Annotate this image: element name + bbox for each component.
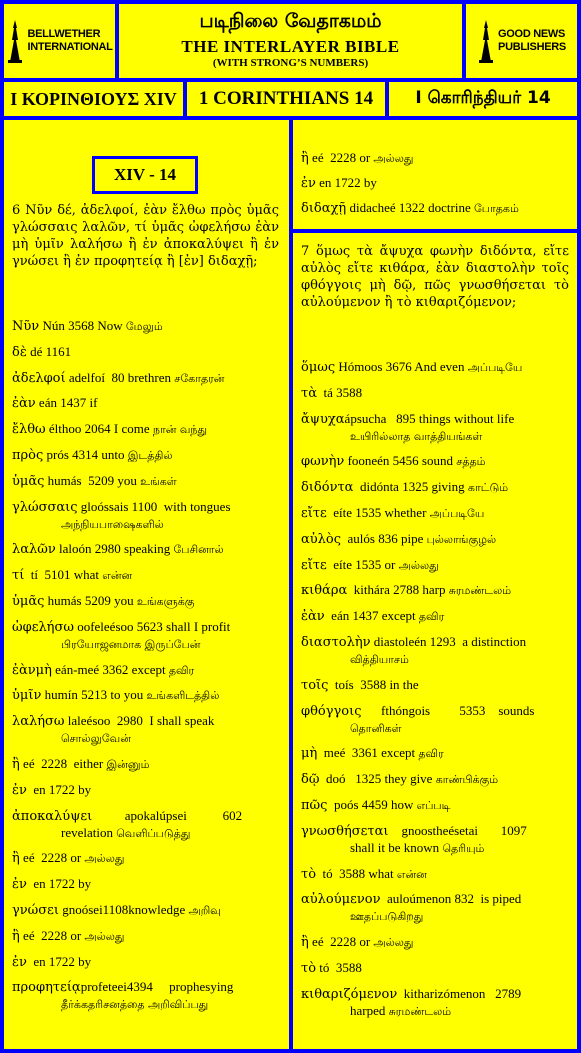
transliteration-gloss: auloúmenon 832 is piped [380,891,522,907]
greek-word: δὲ [12,344,27,360]
greek-word: τὰ [301,385,317,401]
word-entry [12,447,279,464]
word-entry [301,557,569,574]
transliteration-gloss: apokalúpsei 602 [92,807,243,823]
right-column [293,233,577,1049]
word-entry-line [12,541,279,558]
transliteration-gloss: en 1722 by [315,175,377,190]
greek-word: προφητείᾳ [12,980,81,996]
word-entry [12,954,279,971]
word-entry-line [301,608,569,625]
greek-word: δῷ [301,772,320,788]
tamil-gloss: அல்லது [84,852,125,866]
word-entry-line [12,567,279,584]
greek-word: εἴτε [301,557,327,573]
greek-word: ἢ [301,935,309,951]
word-entry-line [12,318,279,335]
bellwether-line1: BELLWETHER [27,28,101,40]
transliteration-gloss: eíte 1535 whether [326,505,427,520]
greek-word: ὑμῖν [12,688,42,704]
greek-word: ὑμᾶς [12,594,45,609]
good-news-line1: GOOD NEWS [498,28,566,40]
greek-word: ὑμᾶς [12,473,45,489]
word-entry-line [12,662,279,679]
word-entry-line [12,928,279,945]
good-news-logo [466,4,577,78]
greek-word: ἐὰν [301,609,325,625]
transliteration-gloss: toís 3588 in the [328,676,419,692]
word-entry-continuation [301,428,569,445]
word-entry-line [12,954,279,971]
tamil-gloss: அல்லது [398,558,439,572]
verse-7-text: 7 ὅμως τὰ ἄψυχα φωνὴν διδόντα, εἴτε αὐλὸς εἴτε κιθάρα, ἐὰν διαστολὴν τοῖς φθόγγοις μὴ δῷ, πῶς γνωσθήσεται τὸ αὐλούμενον ἢ τὸ κιθαριζόμενον; [301,244,569,310]
word-entry-line [301,385,569,402]
word-entry-line [301,634,569,651]
greek-word: γλώσσαις [12,499,78,515]
transliteration-gloss: poós 4459 how [327,797,414,812]
word-entry [301,175,569,192]
tamil-gloss: அறிவு [188,904,221,917]
word-entry-line [301,479,569,496]
transliteration-gloss: eé 2228 either [19,756,104,771]
word-entry-line [301,797,569,814]
word-entry [12,593,279,610]
greek-word: ὅμως [301,360,336,375]
tamil-gloss: சுரமண்டலம் [388,1004,452,1018]
word-entry-continuation [301,908,569,925]
transliteration-gloss: fthóngois 5353 sounds [361,702,535,718]
transliteration-gloss: didacheé 1322 doctrine [346,200,471,215]
tamil-gloss: உங்களிடத்தில் [146,689,220,703]
word-entry-line [12,370,279,387]
word-entry-continuation [12,825,279,842]
transliteration-gloss: tí 5101 what [24,567,100,583]
tamil-gloss: சுரமண்டலம் [448,584,512,598]
english-gloss: revelation [61,824,113,840]
word-entry-line [12,344,279,361]
transliteration-gloss: Nún 3568 Now [39,318,123,333]
word-entry [301,200,569,217]
tamil-gloss: தவிர [418,747,444,761]
word-entry-line [12,447,279,464]
word-entry [301,479,569,496]
english-gloss: shall it be known [350,839,440,855]
word-entry [301,986,569,1020]
word-entry [12,567,279,584]
greek-word: ἐν [12,877,27,893]
word-entry-line [12,850,279,867]
left-column [4,120,289,1049]
tamil-gloss: மேலும் [125,320,163,333]
greek-word: φωνὴν [301,454,345,470]
word-entry-line [301,677,569,694]
transliteration-gloss: tó 3588 [316,960,362,975]
transliteration-gloss: diastoleén 1293 a distinction [370,634,527,649]
greek-word: αὐλὸς [301,531,342,547]
tamil-gloss: வெளிப்படுத்து [116,826,191,840]
greek-word: λαλήσω [12,714,65,730]
greek-word: πρὸς [12,448,44,463]
word-entry-line [12,687,279,704]
greek-word: εἴτε [301,506,327,521]
word-entry [301,634,569,668]
word-entry [301,677,569,694]
tamil-gloss: அந்நியபாஷைகளில் [61,517,164,531]
word-entry [301,608,569,625]
greek-word: τί [12,568,25,584]
greek-word: ἀποκαλύψει [12,808,93,824]
word-entry [12,782,279,799]
word-entry [12,370,279,387]
word-entry-line [12,619,279,636]
transliteration-gloss: humás 5209 you [44,472,137,488]
greek-word: διδαχῇ [301,201,347,216]
word-entry-line [12,499,279,516]
tamil-gloss: எப்படி [416,799,451,812]
word-entry-continuation [12,636,279,653]
greek-word: ἄψυχα [301,411,345,427]
greek-word: γνώσει [12,903,59,918]
word-entry-line [301,453,569,470]
word-entry [12,619,279,653]
word-entry [301,531,569,548]
word-entry [301,823,569,857]
transliteration-gloss: eán 1437 if [35,395,98,411]
transliteration-gloss: gloóssais 1100 with tongues [77,498,231,514]
greek-word: ἐν [12,782,27,798]
word-entry-continuation [12,996,279,1013]
transliteration-gloss: tó 3588 what [316,865,394,881]
word-entry [12,473,279,490]
word-entry-continuation [301,651,569,668]
tamil-gloss: இன்னும் [106,758,150,771]
right-top-panel [293,120,577,229]
transliteration-gloss: en 1722 by [26,953,92,969]
transliteration-gloss: Hómoos 3676 And even [335,359,465,374]
word-entry [12,421,279,438]
transliteration-gloss: en 1722 by [26,781,92,797]
greek-word: ἢ [12,757,20,772]
transliteration-gloss: laleésoo 2980 I shall speak [64,713,215,729]
word-entry [301,891,569,925]
word-entry-line [12,713,279,730]
tamil-gloss: இடத்தில் [127,449,173,462]
greek-word: πῶς [301,798,328,813]
word-entry-line [301,703,569,720]
greek-word: γνωσθήσεται [301,823,389,839]
transliteration-gloss: élthoo 2064 I come [45,421,150,437]
greek-word: ἐν [12,954,27,970]
greek-word: αὐλούμενον [301,892,381,908]
word-entry [301,866,569,883]
word-entry-line [301,986,569,1003]
tamil-gloss: பேசினால் [173,543,224,557]
greek-word: ὠφελήσω [12,619,74,635]
tamil-gloss: உங்களுக்கு [136,595,195,608]
word-entry [12,713,279,747]
greek-word: ἢ [12,928,20,944]
transliteration-gloss: eán 1437 except [324,608,416,624]
word-entry-line [301,771,569,788]
transliteration-gloss: eé 2228 or [308,150,371,165]
word-entry-line [12,395,279,412]
transliteration-gloss: adelfoí 80 brethren [65,369,172,385]
english-gloss: harped [350,1002,386,1018]
transliteration-gloss: laloón 2980 speaking [55,541,171,557]
word-entry [301,745,569,762]
word-entry [301,453,569,470]
bellwether-tower-icon [6,18,24,64]
transliteration-gloss: tá 3588 [316,384,363,400]
greek-word: ἢ [12,851,20,867]
transliteration-gloss: prós 4314 unto [43,447,125,462]
word-entry-continuation [12,730,279,747]
word-entry-line [301,557,569,574]
tamil-gloss: தவிர [168,663,195,677]
ref-english: 1 CORINTHIANS 14 [187,82,385,116]
transliteration-gloss: gnoostheésetai 1097 [388,822,527,838]
greek-word: μὴ [301,746,318,762]
word-entry-line [301,891,569,908]
greek-word: ἐὰν [12,396,36,412]
word-entry [12,902,279,919]
word-entry-line [301,150,569,167]
title-block [119,4,462,78]
chapter-label: XIV - 14 [92,156,198,194]
bellwether-line2: INTERNATIONAL [27,41,113,53]
transliteration-gloss: ápsucha 895 things without life [344,410,515,426]
greek-word: κιθαριζόμενον [301,986,398,1002]
greek-word: τὸ [301,866,317,882]
word-entry-line [301,866,569,883]
word-entry [12,395,279,412]
greek-word: κιθάρα [301,583,348,599]
word-entry-line [12,979,279,996]
word-entry-line [301,531,569,548]
word-entry [301,150,569,167]
transliteration-gloss: kithára 2788 harp [347,582,446,598]
word-entry [12,928,279,945]
word-entry-line [301,175,569,192]
tamil-gloss: வித்தியாசம் [350,653,409,666]
tamil-title: படிநிலை வேதாகமம் [199,10,382,32]
transliteration-gloss: doó 1325 they give [319,771,433,787]
tamil-gloss: என்ன [102,569,133,583]
transliteration-gloss: profeteei4394 prophesying [80,979,234,995]
greek-word: ἐὰνμὴ [12,662,52,678]
tamil-gloss: காட்டும் [467,481,509,495]
tamil-gloss: அல்லது [373,152,414,165]
greek-word: διαστολὴν [301,635,371,650]
tamil-gloss: போதகம் [474,202,519,215]
word-entry [301,582,569,599]
good-news-tower-icon [477,18,495,64]
tamil-gloss: சொல்லுவேன் [61,732,131,746]
ref-tamil: I கொரிந்தியர் 14 [389,82,577,116]
tamil-gloss: தெரியும் [442,841,485,855]
word-entry-line [301,200,569,217]
word-entry [12,850,279,867]
word-entry-line [12,902,279,919]
word-entry-line [12,421,279,438]
tamil-gloss: பிரயோஜனமாக இருப்பேன் [61,637,201,651]
word-entry [12,979,279,1013]
tamil-gloss: உயிரில்லாத வாத்தியங்கள் [350,429,483,443]
word-entry [12,662,279,679]
word-entry [12,756,279,773]
word-entry-continuation [301,720,569,737]
good-news-line2: PUBLISHERS [498,41,566,53]
word-entry [301,411,569,445]
transliteration-gloss: dé 1161 [26,343,72,359]
word-entry [301,797,569,814]
word-entry-line [12,593,279,610]
greek-word: ἔλθω [12,422,46,438]
word-entry [12,687,279,704]
tamil-gloss: தொனிகள் [350,721,402,735]
transliteration-gloss: humás 5209 you [44,593,134,608]
word-entry [12,499,279,533]
greek-word: ἀδελφοί [12,370,66,386]
tamil-gloss: உங்கள் [140,474,177,488]
greek-word: Νῦν [12,319,40,334]
ref-greek: Ι ΚΟΡΙΝΘΙΟΥΣ XIV [4,82,183,116]
tamil-gloss: அப்படியே [429,507,485,520]
transliteration-gloss: eé 2228 or [19,927,82,943]
word-entry [12,541,279,558]
tamil-gloss: சத்தம் [456,455,486,469]
word-entry-line [301,505,569,522]
main-title: THE INTERLAYER BIBLE [181,37,400,56]
word-entry-line [12,473,279,490]
word-entry [12,876,279,893]
word-entry-line [301,745,569,762]
word-entry-line [12,756,279,773]
word-entry [301,385,569,402]
word-entry-line [301,411,569,428]
tamil-gloss: தீர்க்கதரிசனத்தை அறிவிப்பது [61,998,209,1012]
transliteration-gloss: didónta 1325 giving [353,479,465,495]
tamil-gloss: புல்லாங்குழல் [426,532,497,546]
word-entry-line [12,876,279,893]
word-entry [12,318,279,335]
transliteration-gloss: meé 3361 except [317,745,416,761]
tamil-gloss: காண்பிக்கும் [435,773,499,787]
greek-word: φθόγγοις [301,703,362,719]
tamil-gloss: சகோதரன் [174,371,225,385]
word-entry [301,771,569,788]
word-entry [301,960,569,977]
greek-word: ἐν [301,176,316,191]
word-entry [301,505,569,522]
word-entry-continuation [12,516,279,533]
greek-word: διδόντα [301,480,354,496]
word-entry-line [12,782,279,799]
word-entry [301,359,569,376]
word-entry-continuation [301,1003,569,1020]
tamil-gloss: என்ன [396,867,427,881]
transliteration-gloss: eán-meé 3362 except [51,661,166,677]
word-entry-line [301,823,569,840]
subtitle: (WITH STRONG’S NUMBERS) [212,57,369,69]
greek-word: τοῖς [301,677,329,693]
transliteration-gloss: aulós 836 pipe [341,530,424,546]
transliteration-gloss: eé 2228 or [308,934,371,950]
word-entry [301,934,569,951]
transliteration-gloss: gnoósei1108knowledge [58,902,186,917]
verse-6-text: 6 Νῦν δέ, ἀδελφοί, ἐὰν ἔλθω πρὸς ὑμᾶς γλώσσαις λαλῶν, τί ὑμᾶς ὠφελήσω ἐὰν μὴ ὑμῖν λαλήσω ἢ ἐν ἀποκαλύψει ἢ ἐν γνώσει ἢ ἐν προφητείᾳ ἢ [ἐν] διδαχῇ; [12,203,279,269]
tamil-gloss: அப்படியே [467,361,523,374]
word-entry-continuation [301,840,569,857]
word-entry-line [301,934,569,951]
word-entry [12,808,279,842]
transliteration-gloss: eé 2228 or [19,850,82,866]
transliteration-gloss: oofeleésoo 5623 shall I profit [73,618,231,634]
transliteration-gloss: fooneén 5456 sound [344,453,453,469]
word-entry-line [301,359,569,376]
bellwether-logo [4,4,115,78]
greek-word: ἢ [301,151,309,166]
transliteration-gloss: humín 5213 to you [41,687,144,703]
tamil-gloss: அல்லது [84,929,125,943]
transliteration-gloss: kitharizómenon 2789 [397,985,522,1001]
tamil-gloss: அல்லது [373,936,414,950]
transliteration-gloss: en 1722 by [26,876,92,892]
greek-word: τὸ [301,961,317,976]
tamil-gloss: ஊதப்படுகிறது [350,910,424,924]
word-entry-line [301,960,569,977]
transliteration-gloss: eíte 1535 or [326,556,396,572]
word-entry [12,344,279,361]
greek-word: λαλῶν [12,542,56,558]
word-entry [301,703,569,737]
tamil-gloss: தவிர [418,610,445,624]
word-entry-line [12,808,279,825]
word-entry-line [301,582,569,599]
tamil-gloss: நான் வந்து [152,423,207,437]
